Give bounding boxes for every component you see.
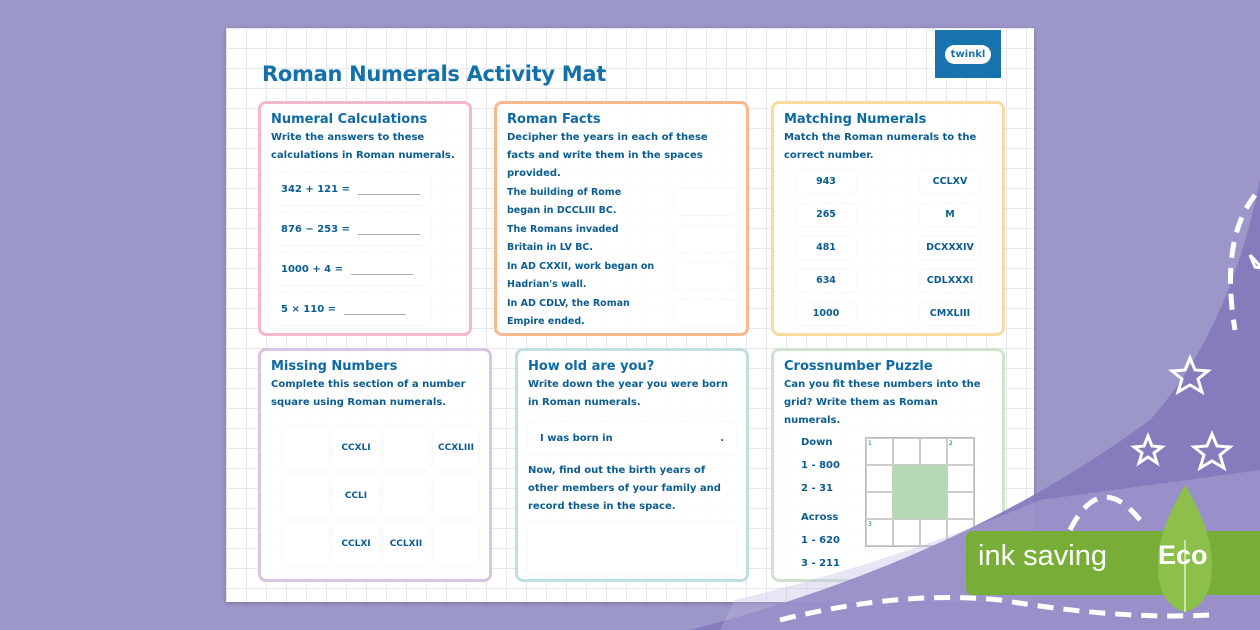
number-card[interactable]: 634 [796,270,856,292]
calc-text: 5 × 110 = [281,303,337,315]
panel-desc: Write down the year you were born in Roman numerals. [528,379,729,408]
calc-text: 1000 + 4 = [281,263,343,275]
calc-text: 342 + 121 = [281,183,350,195]
panel-desc: Match the Roman numerals to the correct number. [784,132,977,161]
panel-desc: Write the answers to these calculations in Roman numerals. [271,132,455,161]
panel-desc: Can you fit these numbers into the grid? Write them as Roman numerals. [784,379,981,426]
panel-desc-2: Now, find out the birth years of other members of your family and record these in the space. [528,465,721,512]
ink-saving-label: ink saving [978,540,1107,572]
clue: 3 - 211 [801,558,840,569]
panel-desc: Decipher the years in each of these facts and write them in the spaces provided. [507,132,708,179]
eco-label: Eco [1158,540,1208,570]
number-card[interactable]: 265 [796,204,856,226]
calc-text: 876 − 253 = [281,223,350,235]
fact-text: The building of Rome began in DCCLIII BC. [507,186,622,216]
number-square-cell[interactable]: CCLXI [333,522,379,566]
number-square-cell[interactable]: CCLXII [383,522,429,566]
number-square-cell[interactable]: CCXLIII [433,426,479,470]
grid-cell[interactable]: 3 [866,519,893,546]
number-square-cell[interactable]: CCLI [333,474,379,518]
panel-title: How old are you? [528,359,655,374]
panel-desc: Complete this section of a number square using Roman numerals. [271,379,466,408]
fact-text: The Romans invaded Britain in LV BC. [507,223,619,253]
down-heading: Down [801,437,833,448]
number-square-cell[interactable]: CCXLI [333,426,379,470]
panel-title: Roman Facts [507,112,601,127]
panel-title: Matching Numerals [784,112,927,127]
panel-title: Missing Numbers [271,359,398,374]
clue: 2 - 31 [801,483,833,494]
page-title: Roman Numerals Activity Mat [262,62,606,86]
clue: 1 - 800 [801,460,840,471]
number-card[interactable]: 1000 [796,303,856,325]
numeral-card[interactable]: DCXXXIV [920,237,980,259]
across-heading: Across [801,512,839,523]
numeral-card[interactable]: CMXLIII [920,303,980,325]
logo-text: twinkl [945,45,992,64]
fact-text: In AD CDLV, the Roman Empire ended. [507,297,630,327]
clue: 1 - 620 [801,535,840,546]
born-end: . [720,432,724,444]
grid-cell[interactable]: 1 [866,438,893,465]
born-label: I was born in [540,432,613,444]
numeral-card[interactable]: CCLXV [920,171,980,193]
fact-text: In AD CXXII, work began on Hadrian's wall. [507,260,655,290]
panel-title: Crossnumber Puzzle [784,359,933,374]
numeral-card[interactable]: M [920,204,980,226]
numeral-card[interactable]: CDLXXXI [920,270,980,292]
panel-title: Numeral Calculations [271,112,428,127]
number-card[interactable]: 943 [796,171,856,193]
number-card[interactable]: 481 [796,237,856,259]
grid-cell[interactable]: 2 [947,438,974,465]
